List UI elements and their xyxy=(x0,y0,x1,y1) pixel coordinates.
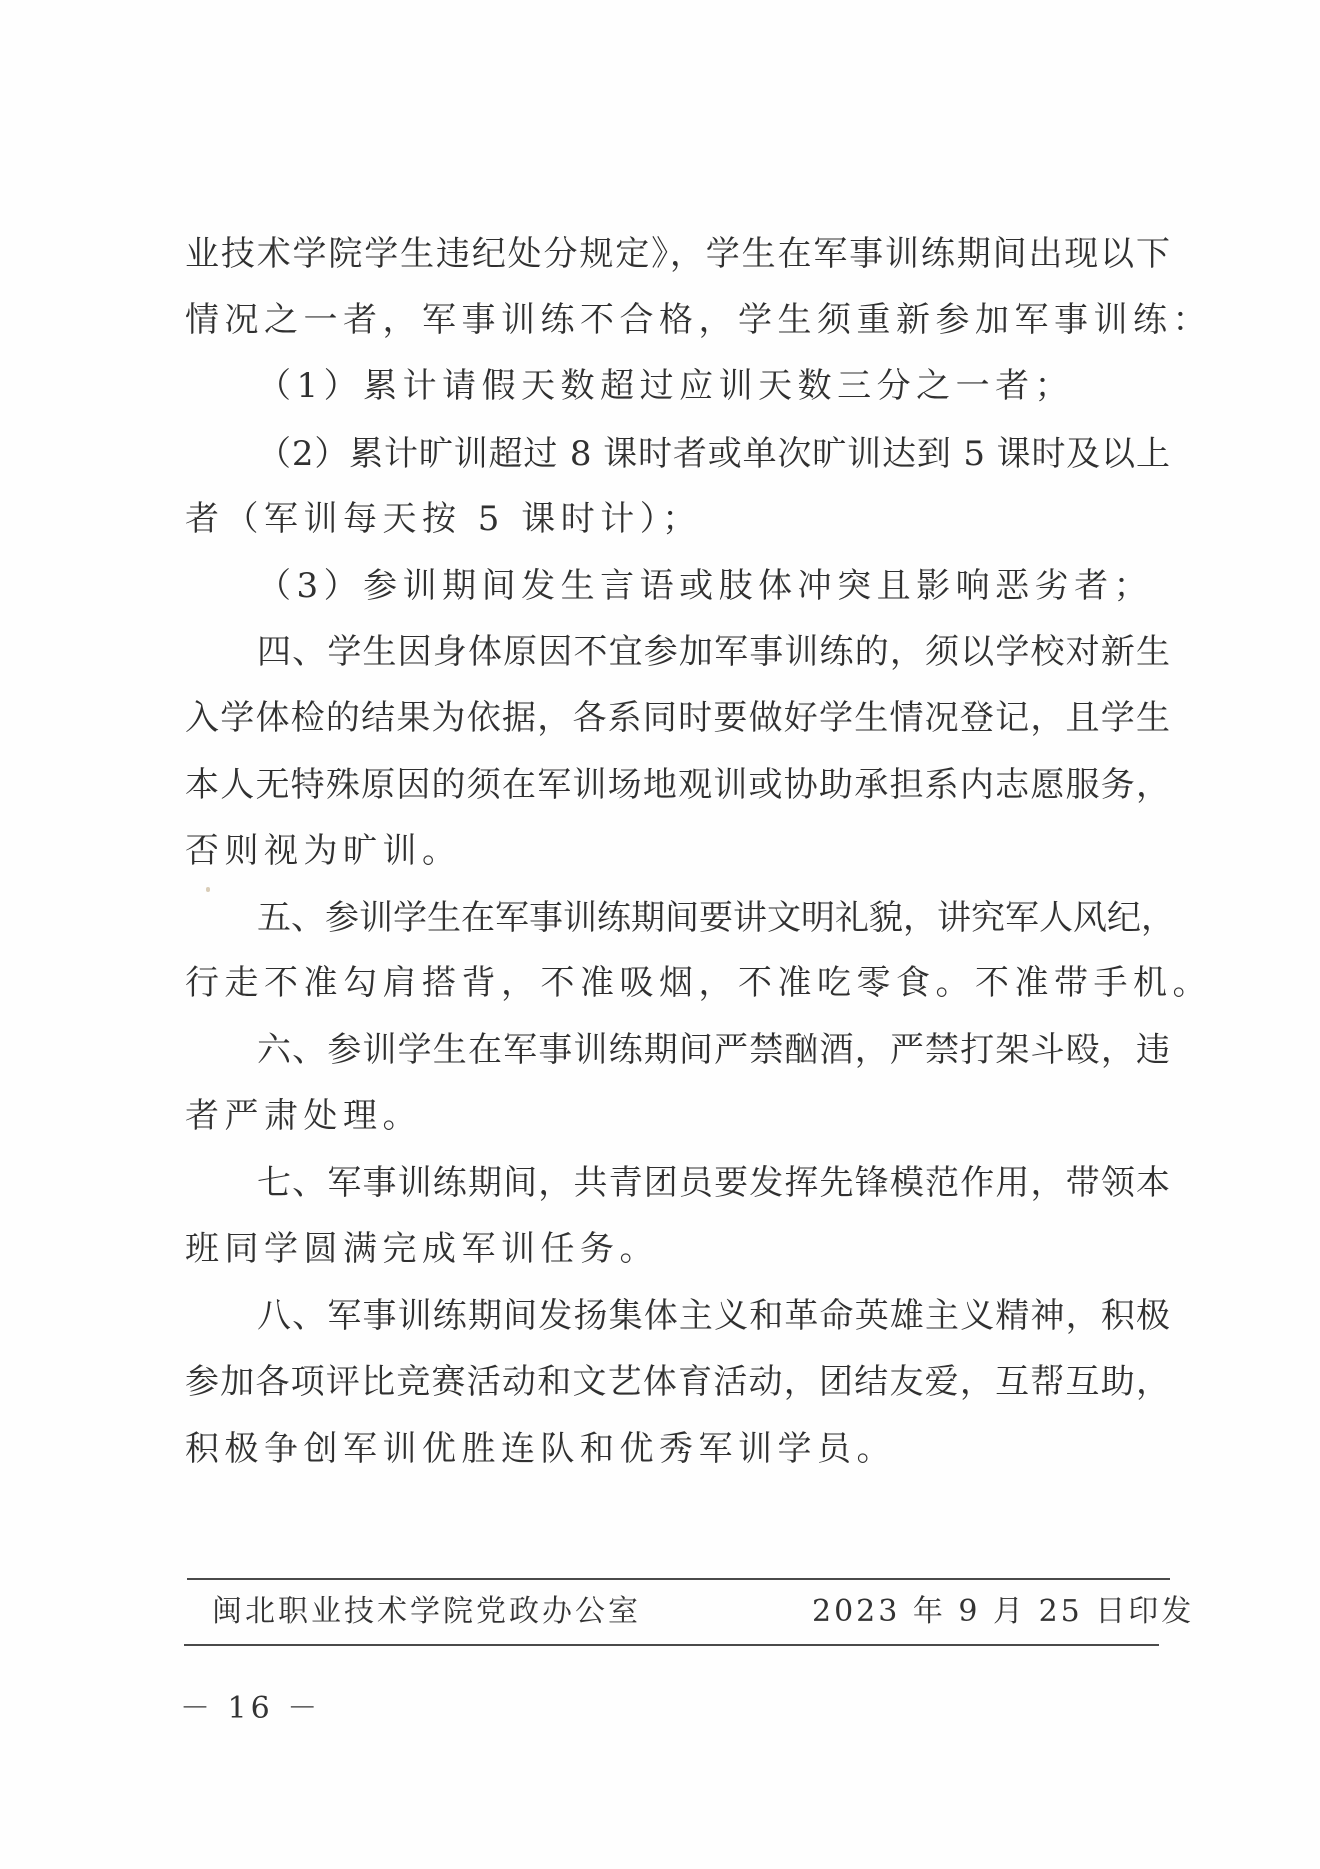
paragraph-line: 四、学生因身体原因不宜参加军事训练的，须以学校对新生 xyxy=(257,632,1170,672)
paragraph-line: 班同学圆满完成军训任务。 xyxy=(185,1229,659,1269)
page-number: － 16 － xyxy=(180,1691,322,1726)
paragraph-line: 积极争创军训优胜连队和优秀军训学员。 xyxy=(185,1429,896,1469)
paragraph-line: 否则视为旷训。 xyxy=(185,831,462,871)
paragraph-line: 五、参训学生在军事训练期间要讲文明礼貌，讲究军人风纪， xyxy=(257,898,1175,938)
paragraph-line: 本人无特殊原因的须在军训场地观训或协助承担系内志愿服务， xyxy=(185,765,1170,805)
footer-top-rule xyxy=(187,1578,1170,1580)
paper-speck xyxy=(206,887,210,892)
footer-bottom-rule xyxy=(184,1644,1159,1646)
paragraph-line: （3）参训期间发生言语或肢体冲突且影响恶劣者； xyxy=(257,566,1154,606)
paragraph-line: 者严肃处理。 xyxy=(185,1096,422,1136)
paragraph-line: （1）累计请假天数超过应训天数三分之一者； xyxy=(257,366,1075,406)
issuing-office: 闽北职业技术学院党政办公室 xyxy=(212,1594,641,1629)
issue-date: 2023 年 9 月 25 日印发 xyxy=(812,1594,1195,1629)
paragraph-line: 情况之一者，军事训练不合格，学生须重新参加军事训练： xyxy=(185,300,1212,340)
paragraph-line: 八、军事训练期间发扬集体主义和革命英雄主义精神，积极 xyxy=(257,1296,1170,1336)
paragraph-line: 参加各项评比竞赛活动和文艺体育活动，团结友爱，互帮互助， xyxy=(185,1362,1170,1402)
paragraph-line: 入学体检的结果为依据，各系同时要做好学生情况登记，且学生 xyxy=(185,698,1170,738)
paragraph-line: （2）累计旷训超过 8 课时者或单次旷训达到 5 课时及以上 xyxy=(257,434,1170,474)
paragraph-line: 业技术学院学生违纪处分规定》，学生在军事训练期间出现以下 xyxy=(185,234,1170,274)
paragraph-line: 七、军事训练期间，共青团员要发挥先锋模范作用，带领本 xyxy=(257,1163,1170,1203)
paragraph-line: 者（军训每天按 5 课时计）； xyxy=(185,499,702,539)
paragraph-line: 六、参训学生在军事训练期间严禁酗酒，严禁打架斗殴，违 xyxy=(257,1030,1170,1070)
paragraph-line: 行走不准勾肩搭背，不准吸烟，不准吃零食。不准带手机。 xyxy=(185,963,1212,1003)
